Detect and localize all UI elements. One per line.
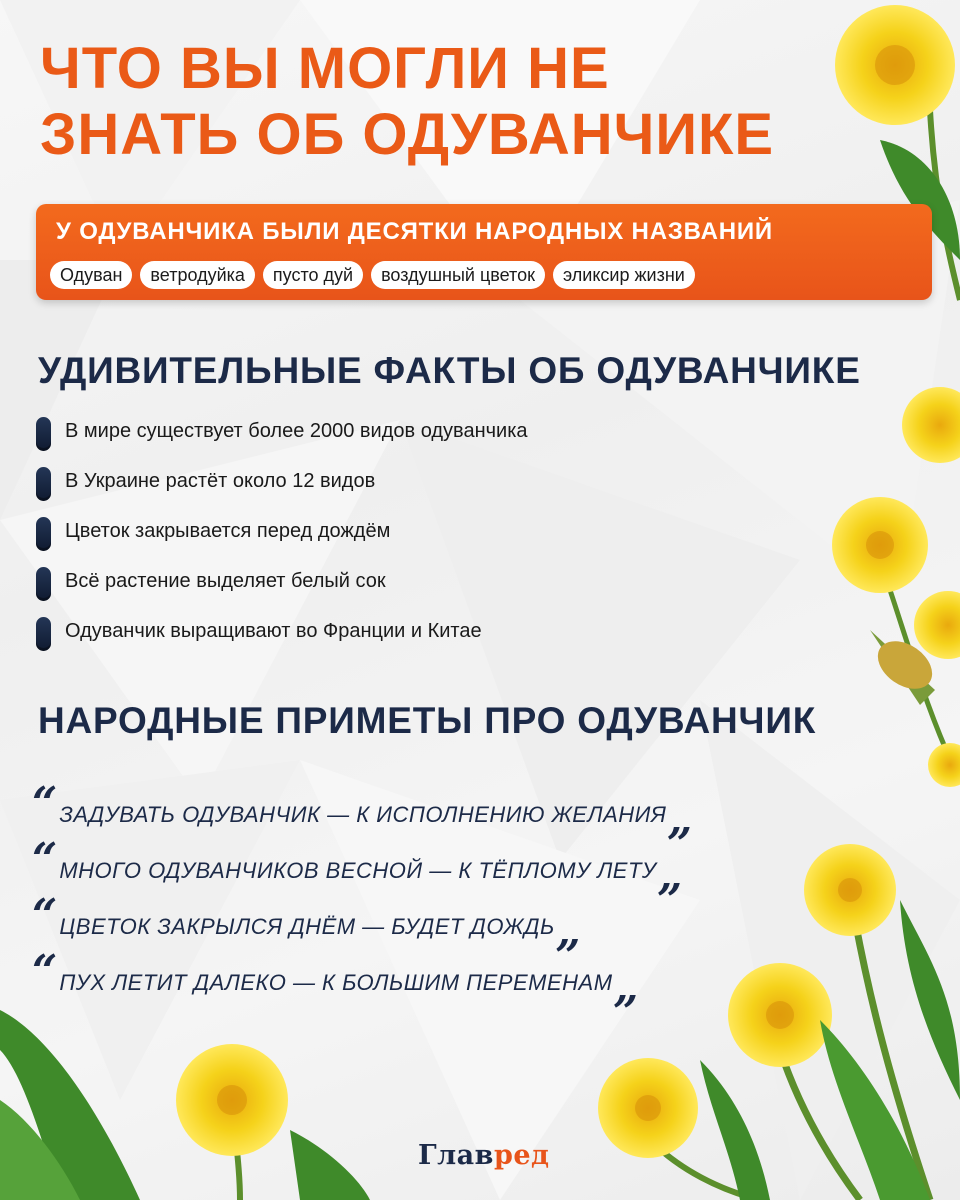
fact-item — [36, 464, 528, 514]
signs-heading: НАРОДНЫЕ ПРИМЕТЫ ПРО ОДУВАНЧИК — [38, 700, 817, 741]
open-quote-icon: “ — [32, 834, 58, 885]
close-quote-icon: „ — [613, 962, 639, 1013]
page-title-line-1: ЧТО ВЫ МОГЛИ НЕ — [40, 36, 610, 101]
fact-item — [36, 414, 528, 464]
sign-item — [32, 834, 693, 901]
fact-text: Цветок закрывается перед дождём — [65, 520, 391, 542]
close-quote-icon: „ — [657, 850, 683, 901]
signs-list — [32, 778, 693, 1013]
sign-text: ЗАДУВАТЬ ОДУВАНЧИК — К ИСПОЛНЕНИЮ ЖЕЛАНИЯ — [59, 802, 667, 827]
logo-part-2: ред — [493, 1140, 550, 1171]
fact-item — [36, 514, 528, 564]
sign-item — [32, 890, 693, 957]
fact-item — [36, 564, 528, 614]
glavred-logo — [418, 1140, 550, 1171]
sign-text: ПУХ ЛЕТИТ ДАЛЕКО — К БОЛЬШИМ ПЕРЕМЕНАМ — [59, 970, 613, 995]
bullet-icon — [36, 567, 51, 601]
logo-part-1: Глав — [418, 1140, 494, 1171]
fact-text: В мире существует более 2000 видов одуванчика — [65, 420, 528, 442]
bullet-icon — [36, 417, 51, 451]
folk-name-tag: эликсир жизни — [553, 261, 695, 289]
folk-name-tag: ветродуйка — [140, 261, 254, 289]
fact-text: Всё растение выделяет белый сок — [65, 570, 386, 592]
fact-text: Одуванчик выращивают во Франции и Китае — [65, 620, 482, 642]
fact-text: В Украине растёт около 12 видов — [65, 470, 376, 492]
open-quote-icon: “ — [32, 778, 58, 829]
fact-item — [36, 614, 528, 664]
folk-names-heading: У ОДУВАНЧИКА БЫЛИ ДЕСЯТКИ НАРОДНЫХ НАЗВАНИЙ — [56, 218, 773, 245]
bullet-icon — [36, 467, 51, 501]
close-quote-icon: „ — [555, 906, 582, 957]
sign-item — [32, 778, 693, 845]
sign-item — [32, 946, 693, 1013]
sign-text: ЦВЕТОК ЗАКРЫЛСЯ ДНЁМ — БУДЕТ ДОЖДЬ — [59, 914, 555, 939]
folk-names-list — [50, 261, 695, 289]
close-quote-icon: „ — [667, 794, 693, 845]
facts-list — [36, 414, 528, 664]
page-title — [40, 36, 774, 168]
folk-name-tag: воздушный цветок — [371, 261, 545, 289]
open-quote-icon: “ — [32, 890, 58, 941]
open-quote-icon: “ — [32, 946, 58, 997]
folk-names-panel — [36, 204, 932, 300]
page-title-line-2: ЗНАТЬ ОБ ОДУВАНЧИКЕ — [40, 102, 775, 167]
bullet-icon — [36, 617, 51, 651]
bullet-icon — [36, 517, 51, 551]
sign-text: МНОГО ОДУВАНЧИКОВ ВЕСНОЙ — К ТЁПЛОМУ ЛЕТУ — [59, 858, 657, 883]
facts-heading: УДИВИТЕЛЬНЫЕ ФАКТЫ ОБ ОДУВАНЧИКЕ — [38, 350, 861, 391]
folk-name-tag: пусто дуй — [263, 261, 363, 289]
folk-name-tag: Одуван — [50, 261, 132, 289]
